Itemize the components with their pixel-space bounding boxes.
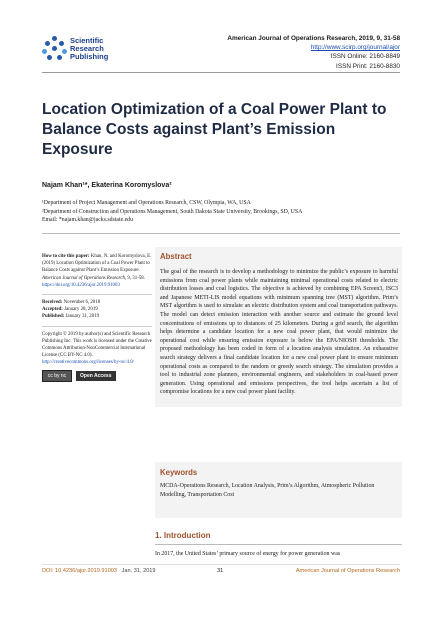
issn-online: ISSN Online: 2160-8849 (330, 53, 400, 61)
accepted-label: Accepted: (42, 307, 63, 313)
cc-license-icon[interactable]: cc by nc (42, 370, 72, 382)
footer-doi-date (42, 568, 156, 574)
footer-divider (42, 564, 400, 565)
paper-title: Location Optimization of a Coal Power Plant to Balance Costs against Plant’s Emission Exposure (42, 101, 387, 158)
published-label: Published: (42, 314, 65, 320)
abstract-heading: Abstract (160, 252, 192, 261)
introduction-divider (155, 544, 402, 545)
author-email: Email: *najam.khan@jacks.sdstate.edu (42, 217, 133, 224)
received-value: November 6, 2018 (63, 300, 101, 306)
header-divider (42, 72, 400, 73)
date-accepted (42, 306, 152, 313)
issn-print: ISSN Print: 2160-8830 (336, 62, 400, 70)
publisher-logo (42, 34, 132, 66)
affiliation-line: ²Department of Construction and Operations Management, South Dakota State University, Brookings, SD, USA (42, 208, 303, 215)
date-received (42, 299, 152, 306)
open-access-badge: Open Access (76, 371, 116, 381)
publisher-name-line: Research (70, 44, 104, 53)
cite-label: How to cite this paper: (42, 254, 90, 259)
date-published (42, 313, 152, 320)
cite-journal: American Journal of Operations Research (42, 275, 125, 281)
copyright-text: Copyright © 2019 by author(s) and Scientific Research Publishing Inc. This work is licensed under the Creative Commons Attribution-NonCommercial International License (CC BY-NC 4.0). (42, 331, 152, 359)
page-number: 31 (217, 568, 224, 574)
article-info-sidebar (42, 253, 152, 382)
footer-doi[interactable]: DOI: 10.4236/ajor.2019.91003 (42, 568, 117, 574)
journal-header (227, 34, 400, 71)
cite-volume: , 9, 31-58. (124, 275, 145, 281)
citation-block (42, 253, 152, 289)
publisher-name-line: Scientific (70, 36, 104, 45)
license-badges (42, 370, 152, 382)
sidebar-divider (42, 326, 152, 327)
affiliation-line: ¹Department of Project Management and Operations Research, CSW, Olympia, WA, USA (42, 200, 251, 206)
abstract-text: The goal of the research is to develop a methodology to minimize the public’s exposure to harmful emissions from coal power plants while maintaining minimal operational costs related to electric distribution losses and coal logistics. The objective is achieved by combining EPA Screen3, ISC3 and Japanese METI-LIS model equations with minimum spanning tree (MST) algorithm. Prim’s MST algorithm is used to simulate an electric distribution system and coal transportation pathways. The model can detect emission interaction with another source and estimate the ground level concentrations of emissions up to distances of 25 kilometers. During a grid search, the algorithm helps determine a candidate location for a new coal power plant, that would minimize the operational cost while ensuring emission exposure is below the EPA/NIOSH thresholds. The proposed methodology has been coded in form of a location analysis simulation. An exhaustive search strategy delivers a final candidate location for a new coal power plant to ensure minimum operational costs as compared to the random or greedy search strategy. The simulation provides a tool to industrial zone planners, environmental engineers, and stakeholders in coal-based power generation. Using operational and emissions perspectives, the tool helps ascertain a list of compromise locations for a new coal power plant facility. (160, 269, 398, 396)
keywords-text: MCDA-Operations Research, Location Analysis, Prim’s Algorithm, Atmospheric Pollution Modelling, Transportation Cost (160, 483, 375, 499)
footer-date: Jan. 31, 2019 (121, 568, 156, 574)
scirp-logo-icon (42, 36, 68, 62)
introduction-text: In 2017, the United States’ primary source of energy for power generation was (155, 551, 341, 557)
footer-journal: American Journal of Operations Research (295, 568, 400, 574)
keywords-heading: Keywords (160, 468, 198, 477)
section-divider (42, 233, 400, 234)
cite-text: Khan, N. and Koromyslova, E. (2019) Location Optimization of a Coal Power Plant to Balance Costs against Plant’s Emission Exposure. (42, 254, 152, 274)
publisher-name-line: Publishing (70, 52, 109, 61)
sidebar-divider (42, 294, 152, 295)
paper-authors: Najam Khan¹*, Ekaterina Koromyslova² (42, 182, 172, 189)
affiliations (42, 199, 402, 225)
journal-url-link[interactable]: http://www.scirp.org/journal/ajor (310, 44, 400, 52)
received-label: Received: (42, 300, 63, 306)
journal-citation: American Journal of Operations Research, 2019, 9, 31-58 (227, 35, 400, 42)
cite-doi-link[interactable]: https://doi.org/10.4236/ajor.2019.91003 (42, 282, 120, 288)
introduction-heading: 1. Introduction (155, 531, 211, 540)
accepted-value: January 28, 2019 (64, 307, 98, 313)
publisher-name (70, 37, 108, 61)
license-link[interactable]: http://creativecommons.org/licenses/by-nc/4.0/ (42, 360, 134, 366)
published-value: January 31, 2019 (65, 314, 100, 320)
